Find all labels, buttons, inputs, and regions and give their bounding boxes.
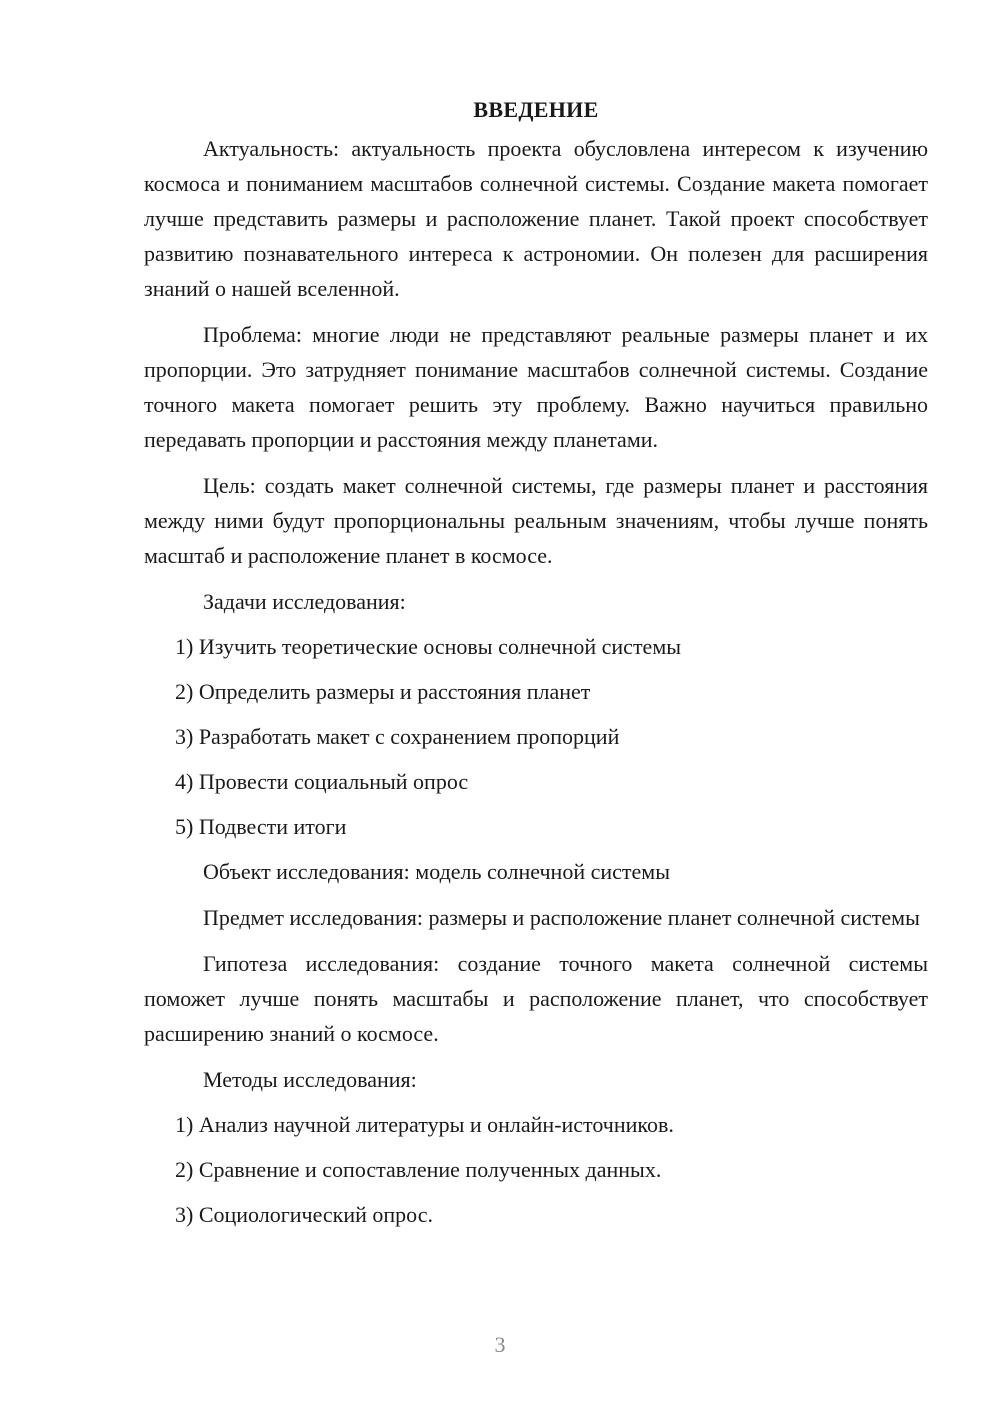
tasks-label: Задачи исследования: [203,589,406,614]
list-item: 3) Разработать макет с сохранением пропорций [175,724,620,749]
hypothesis-paragraph: Гипотеза исследования: создание точного макета солнечной системы поможет лучше понять масштабы и расположение планет, что способствует расширению знаний о космосе. [144,951,928,1046]
list-item: 1) Анализ научной литературы и онлайн-источников. [175,1112,674,1137]
list-item: 2) Определить размеры и расстояния планет [175,679,591,704]
problem-paragraph: Проблема: многие люди не представляют реальные размеры планет и их пропорции. Это затрудняет понимание масштабов солнечной системы. Создание точного макета помогает решить эту проблему. Важно научиться правильно передавать пропорции и расстояния между планетами. [144,322,928,452]
page-number: 3 [494,1332,506,1357]
object-paragraph: Объект исследования: модель солнечной системы [203,859,670,884]
list-item: 5) Подвести итоги [175,814,347,839]
list-item: 1) Изучить теоретические основы солнечной системы [175,634,682,659]
subject-paragraph: Предмет исследования: размеры и расположение планет солнечной системы [203,905,920,930]
list-item: 2) Сравнение и сопоставление полученных данных. [175,1157,662,1182]
methods-label: Методы исследования: [203,1067,417,1092]
list-item: 3) Социологический опрос. [175,1202,433,1227]
page-title: ВВЕДЕНИЕ [473,97,599,122]
relevance-paragraph: Актуальность: актуальность проекта обусловлена интересом к изучению космоса и пониманием масштабов солнечной системы. Создание макета помогает лучше представить размеры и расположение планет. Такой проект способствует развитию познавательного интереса к астрономии. Он полезен для расширения знаний о нашей вселенной. [144,136,928,301]
goal-paragraph: Цель: создать макет солнечной системы, где размеры планет и расстояния между ними будут пропорциональны реальным значениям, чтобы лучше понять масштаб и расположение планет в космосе. [144,473,928,568]
list-item: 4) Провести социальный опрос [175,769,469,794]
document-page [144,92,928,1242]
